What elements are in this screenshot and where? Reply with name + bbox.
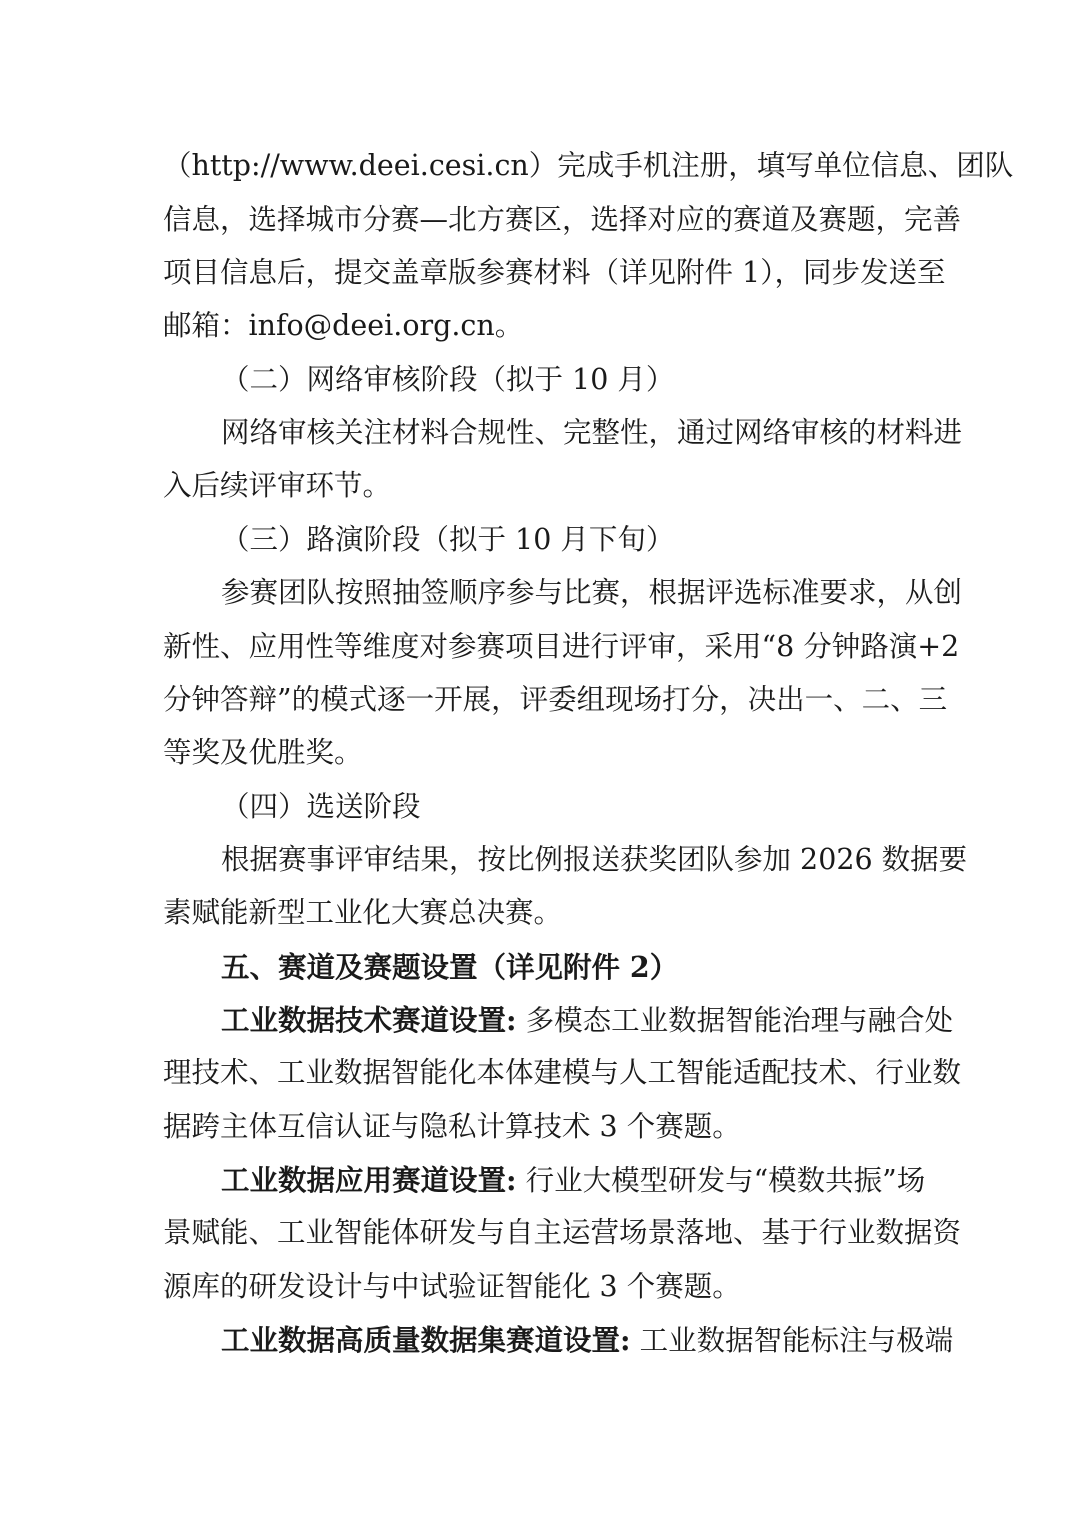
track-text: 多模态工业数据智能治理与融合处	[516, 1004, 954, 1037]
track-text: 行业大模型研发与“模数共振”场	[516, 1164, 926, 1197]
paragraph-line: 邮箱：info@deei.org.cn。	[163, 309, 524, 342]
paragraph-line: 素赋能新型工业化大赛总决赛。	[163, 896, 563, 929]
paragraph-line: 源库的研发设计与中试验证智能化 3 个赛题。	[163, 1270, 741, 1303]
paragraph-line: 分钟答辩”的模式逐一开展，评委组现场打分，决出一、二、三	[163, 683, 948, 716]
paragraph-line: 据跨主体互信认证与隐私计算技术 3 个赛题。	[163, 1110, 741, 1143]
paragraph-line: 新性、应用性等维度对参赛项目进行评审，采用“8 分钟路演+2	[163, 630, 960, 663]
paragraph-line: （http://www.deei.cesi.cn）完成手机注册，填写单位信息、团队	[163, 149, 1014, 182]
paragraph-line: 根据赛事评审结果，按比例报送获奖团队参加 2026 数据要	[221, 843, 968, 876]
track-line	[221, 1000, 954, 1040]
paragraph-line: 信息，选择城市分赛—北方赛区，选择对应的赛道及赛题，完善	[163, 203, 962, 236]
track-label: 工业数据应用赛道设置:	[221, 1163, 517, 1197]
track-label: 工业数据高质量数据集赛道设置:	[221, 1323, 631, 1357]
section-heading: （三）路演阶段（拟于 10 月下旬）	[221, 523, 675, 556]
paragraph-line: 入后续评审环节。	[163, 469, 392, 502]
paragraph-line: 项目信息后，提交盖章版参赛材料（详见附件 1），同步发送至	[163, 256, 946, 289]
chapter-heading: 五、赛道及赛题设置（详见附件 2）	[221, 950, 679, 984]
track-label: 工业数据技术赛道设置:	[221, 1003, 517, 1037]
track-line	[221, 1160, 926, 1200]
paragraph-line: 等奖及优胜奖。	[163, 736, 363, 769]
section-heading: （四）选送阶段	[221, 790, 421, 823]
track-text: 工业数据智能标注与极端	[630, 1324, 954, 1357]
section-heading: （二）网络审核阶段（拟于 10 月）	[221, 363, 675, 396]
paragraph-line: 景赋能、工业智能体研发与自主运营场景落地、基于行业数据资	[163, 1216, 962, 1249]
paragraph-line: 网络审核关注材料合规性、完整性，通过网络审核的材料进	[221, 416, 963, 449]
track-line	[221, 1320, 954, 1360]
paragraph-line: 理技术、工业数据智能化本体建模与人工智能适配技术、行业数	[163, 1056, 962, 1089]
paragraph-line: 参赛团队按照抽签顺序参与比赛，根据评选标准要求，从创	[221, 576, 963, 609]
